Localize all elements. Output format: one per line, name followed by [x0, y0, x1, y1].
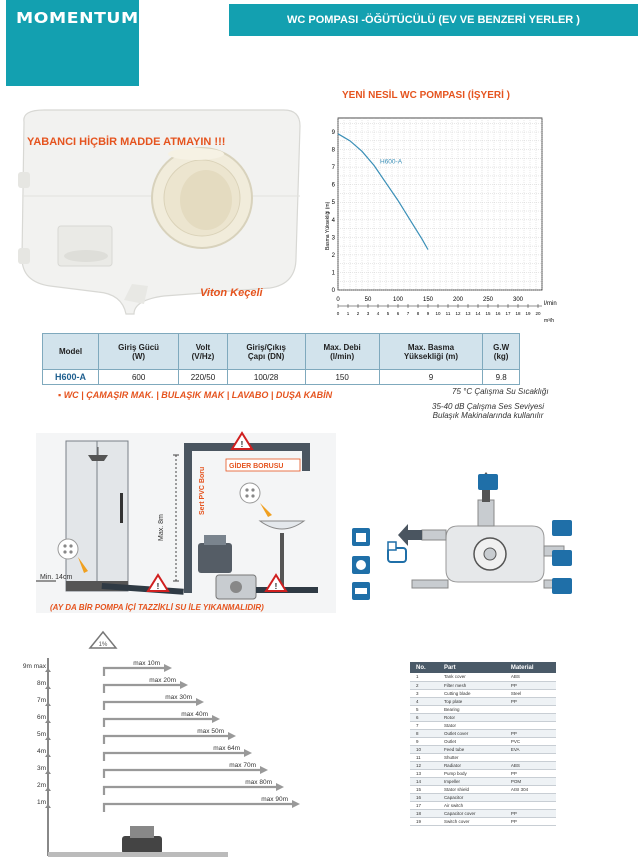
- chart-x-tick-lmin: 0: [336, 297, 340, 303]
- part-material: PVC: [505, 737, 556, 745]
- right-arrow-icon: [292, 800, 300, 808]
- table-row: [410, 745, 556, 753]
- part-no: 16: [410, 793, 438, 801]
- chart-x-tick-m3h: 3: [366, 311, 370, 316]
- part-no: 5: [410, 705, 438, 713]
- parts-header-part: Part: [438, 662, 505, 673]
- chart-x-tick-lmin: 50: [364, 297, 372, 303]
- lift-run-label: max 50m: [197, 728, 224, 735]
- part-material: PP: [505, 769, 556, 777]
- spec-header-flow: Max. Debi (l/min): [305, 334, 379, 370]
- part-material: PP: [505, 681, 556, 689]
- chart-x-tick-lmin: 150: [422, 297, 434, 303]
- part-material: [505, 721, 556, 729]
- pipe-run: [104, 736, 228, 744]
- spec-table: [42, 333, 520, 385]
- part-no: 17: [410, 801, 438, 809]
- dishwasher-note: Bulaşık Makinalarında kullanılır: [432, 411, 544, 420]
- chart-x-tick-lmin: 100: [392, 297, 404, 303]
- lift-run-label: max 10m: [133, 660, 160, 667]
- table-row: [410, 761, 556, 769]
- part-name: Outlet: [438, 737, 505, 745]
- series-label: H600-A: [380, 158, 403, 166]
- parts-header-material: Material: [505, 662, 556, 673]
- noise-level: 35-40 dB Çalışma Ses Seviyesi: [432, 402, 545, 411]
- part-no: 9: [410, 737, 438, 745]
- table-row: [410, 777, 556, 785]
- lift-height-label: 9m max: [22, 663, 46, 670]
- chart-y-tick: 9: [331, 130, 335, 137]
- part-material: [505, 705, 556, 713]
- right-arrow-icon: [260, 766, 268, 774]
- part-name: Filter mesh: [438, 681, 505, 689]
- spec-flow: 150: [305, 370, 379, 385]
- part-no: 12: [410, 761, 438, 769]
- part-name: Rotor: [438, 713, 505, 721]
- chart-x-tick-m3h: 15: [485, 311, 491, 316]
- performance-chart: [320, 100, 560, 328]
- chart-y-tick: 7: [331, 165, 335, 172]
- table-row: [410, 681, 556, 689]
- part-material: PP: [505, 809, 556, 817]
- part-no: 7: [410, 721, 438, 729]
- right-arrow-icon: [164, 664, 172, 672]
- spec-header-model: Model: [43, 334, 99, 370]
- part-material: ABS: [505, 673, 556, 681]
- part-material: AISI 304: [505, 785, 556, 793]
- lift-height-label: 8m: [36, 680, 46, 687]
- pipe-run: [104, 685, 180, 693]
- right-arrow-icon: [244, 749, 252, 757]
- chart-x-tick-m3h: 5: [386, 311, 390, 316]
- spec-header-weight: G.W (kg): [483, 334, 520, 370]
- right-arrow-icon: [228, 732, 236, 740]
- chart-x-tick-m3h: 2: [356, 311, 360, 316]
- part-no: 10: [410, 745, 438, 753]
- chart-x-tick-lmin: 200: [452, 297, 464, 303]
- spec-power: 600: [98, 370, 178, 385]
- part-name: Bearing: [438, 705, 505, 713]
- lift-height-label: 4m: [36, 748, 46, 755]
- chart-x-tick-m3h: 0: [336, 311, 340, 316]
- pipe-run: [104, 668, 164, 676]
- lift-height-label: 3m: [36, 765, 46, 772]
- part-material: PP: [505, 729, 556, 737]
- lift-height-label: 1m: [36, 799, 46, 806]
- chart-x-tick-m3h: 20: [535, 311, 541, 316]
- part-name: Stator shield: [438, 785, 505, 793]
- table-row: [410, 753, 556, 761]
- pipe-run: [104, 702, 196, 710]
- chart-x-tick-m3h: 16: [495, 311, 501, 316]
- chart-x-tick-m3h: 7: [406, 311, 410, 316]
- part-material: POM: [505, 777, 556, 785]
- spec-header-volt: Volt (V/Hz): [179, 334, 227, 370]
- bathtub-icon: [552, 550, 572, 566]
- chart-unit-m3h: m³/h: [544, 318, 554, 324]
- part-material: EVA: [505, 745, 556, 753]
- table-row: [410, 769, 556, 777]
- table-row: [410, 817, 556, 825]
- table-row: [410, 689, 556, 697]
- right-arrow-icon: [212, 715, 220, 723]
- parts-table: [410, 662, 556, 826]
- part-material: [505, 713, 556, 721]
- pipe-run: [104, 770, 260, 778]
- part-name: Outlet cover: [438, 729, 505, 737]
- lift-height-label: 5m: [36, 731, 46, 738]
- part-name: Stator: [438, 721, 505, 729]
- chart-y-tick: 3: [331, 235, 335, 242]
- chart-x-tick-m3h: 18: [515, 311, 521, 316]
- right-arrow-icon: [196, 698, 204, 706]
- part-name: Top plate: [438, 697, 505, 705]
- max-height-label: Max. 8m: [158, 514, 165, 541]
- chart-y-tick: 4: [331, 217, 335, 224]
- chart-title: YENİ NESİL WC POMPASI (İŞYERİ ): [342, 90, 510, 101]
- lift-run-label: max 64m: [213, 745, 240, 752]
- page-title: WC POMPASI -ÖĞÜTÜCÜLÜ (EV VE BENZERİ YERLER ): [229, 4, 638, 36]
- svg-text:!: !: [240, 440, 244, 449]
- part-name: Capacitor cover: [438, 809, 505, 817]
- part-no: 8: [410, 729, 438, 737]
- table-row: [410, 713, 556, 721]
- table-row: [410, 697, 556, 705]
- maintenance-note: (AY DA BİR POMPA İÇİ TAZZİKLİ SU İLE YIKANMALIDIR): [50, 603, 264, 612]
- chart-y-tick: 8: [331, 147, 335, 154]
- chart-x-tick-m3h: 6: [396, 311, 400, 316]
- chart-x-tick-m3h: 9: [426, 311, 430, 316]
- part-name: Capacitor: [438, 793, 505, 801]
- brand-name: MOMENTUM: [16, 9, 139, 27]
- table-row: [410, 785, 556, 793]
- noise-note: [432, 402, 544, 420]
- chart-x-tick-m3h: 4: [376, 311, 380, 316]
- part-no: 1: [410, 673, 438, 681]
- part-material: PP: [505, 697, 556, 705]
- part-material: ABS: [505, 761, 556, 769]
- chart-x-tick-lmin: 250: [482, 297, 494, 303]
- part-name: Air switch: [438, 801, 505, 809]
- table-row: [410, 721, 556, 729]
- part-name: Pump body: [438, 769, 505, 777]
- lift-run-label: max 30m: [165, 694, 192, 701]
- pipe-run: [104, 804, 292, 812]
- part-no: 4: [410, 697, 438, 705]
- right-arrow-icon: [180, 681, 188, 689]
- spec-diameter: 100/28: [227, 370, 305, 385]
- drain-pipe-label: GİDER BORUSU: [229, 463, 284, 470]
- seal-label: Viton Keçeli: [200, 287, 263, 299]
- chart-y-label: Basma Yüksekliği (m): [325, 201, 331, 250]
- lift-height-label: 2m: [36, 782, 46, 789]
- chart-x-tick-m3h: 19: [525, 311, 531, 316]
- svg-text:!: !: [156, 582, 160, 591]
- chart-y-tick: 6: [331, 182, 335, 189]
- applications-list: ▪ WC | ÇAMAŞIR MAK. | BULAŞIK MAK | LAVABO | DUŞA KABİN: [58, 390, 333, 400]
- table-row: [43, 370, 520, 385]
- part-no: 3: [410, 689, 438, 697]
- pipe-run: [104, 787, 276, 795]
- table-row: [410, 729, 556, 737]
- part-material: [505, 753, 556, 761]
- part-material: Steel: [505, 689, 556, 697]
- part-no: 15: [410, 785, 438, 793]
- spec-header-diameter: Giriş/Çıkış Çapı (DN): [227, 334, 305, 370]
- part-no: 19: [410, 817, 438, 825]
- connection-scheme: [352, 470, 580, 610]
- part-name: Shutter: [438, 753, 505, 761]
- table-row: [410, 809, 556, 817]
- part-name: Switch cover: [438, 817, 505, 825]
- pipe-run: [104, 753, 244, 761]
- spec-header-head: Max. Basma Yüksekliği (m): [379, 334, 483, 370]
- table-row: [410, 673, 556, 681]
- lift-run-label: max 40m: [181, 711, 208, 718]
- lift-run-label: max 80m: [245, 779, 272, 786]
- part-no: 2: [410, 681, 438, 689]
- part-material: [505, 793, 556, 801]
- part-material: PP: [505, 817, 556, 825]
- brand-logo: [6, 0, 139, 86]
- chart-x-tick-m3h: 1: [346, 311, 350, 316]
- part-no: 11: [410, 753, 438, 761]
- part-name: Tank cover: [438, 673, 505, 681]
- part-name: Impeller: [438, 777, 505, 785]
- chart-x-tick-m3h: 8: [416, 311, 420, 316]
- table-row: [410, 801, 556, 809]
- lift-run-label: max 20m: [149, 677, 176, 684]
- part-no: 13: [410, 769, 438, 777]
- lift-height-label: 6m: [36, 714, 46, 721]
- part-no: 14: [410, 777, 438, 785]
- spec-volt: 220/50: [179, 370, 227, 385]
- lift-run-label: max 90m: [261, 796, 288, 803]
- right-arrow-icon: [276, 783, 284, 791]
- part-name: Radiator: [438, 761, 505, 769]
- installation-diagram: [36, 433, 336, 613]
- basin-icon: [478, 474, 498, 490]
- chart-y-tick: 1: [331, 270, 335, 277]
- svg-text:!: !: [274, 582, 278, 591]
- table-row: [410, 737, 556, 745]
- pipe-run: [104, 719, 212, 727]
- chart-x-tick-m3h: 11: [445, 311, 451, 316]
- spec-header-power: Giriş Gücü (W): [98, 334, 178, 370]
- warning-text: YABANCI HİÇBİR MADDE ATMAYIN !!!: [27, 136, 226, 148]
- chart-y-tick: 5: [331, 200, 335, 207]
- chart-y-tick: 2: [331, 252, 335, 259]
- part-no: 6: [410, 713, 438, 721]
- pvc-pipe-label: Sert PVC Boru: [199, 466, 206, 515]
- chart-x-tick-m3h: 14: [475, 311, 481, 316]
- part-name: Cutting blade: [438, 689, 505, 697]
- spec-model: H600-A: [43, 370, 99, 385]
- spec-head: 9: [379, 370, 483, 385]
- parts-header-no: No.: [410, 662, 438, 673]
- spec-weight: 9.8: [483, 370, 520, 385]
- chart-y-tick: 0: [331, 288, 335, 294]
- chart-x-tick-m3h: 10: [435, 311, 441, 316]
- slope-label: 1%: [98, 642, 108, 648]
- chart-unit-lmin: l/min: [544, 301, 557, 307]
- chart-x-tick-m3h: 13: [465, 311, 471, 316]
- chart-x-tick-m3h: 17: [505, 311, 511, 316]
- min-height-label: Min. 14cm: [40, 574, 73, 581]
- part-material: [505, 801, 556, 809]
- table-row: [410, 793, 556, 801]
- lift-height-label: 7m: [36, 697, 46, 704]
- table-row: [410, 705, 556, 713]
- chart-x-tick-m3h: 12: [455, 311, 461, 316]
- part-no: 18: [410, 809, 438, 817]
- part-name: Feed tube: [438, 745, 505, 753]
- chart-x-tick-lmin: 300: [512, 297, 524, 303]
- urinal-icon: [552, 520, 572, 536]
- temperature-note: 75 °C Çalışma Su Sıcaklığı: [452, 387, 549, 396]
- shower-icon: [552, 578, 572, 594]
- lift-distance-diagram: [18, 628, 288, 859]
- lift-run-label: max 70m: [229, 762, 256, 769]
